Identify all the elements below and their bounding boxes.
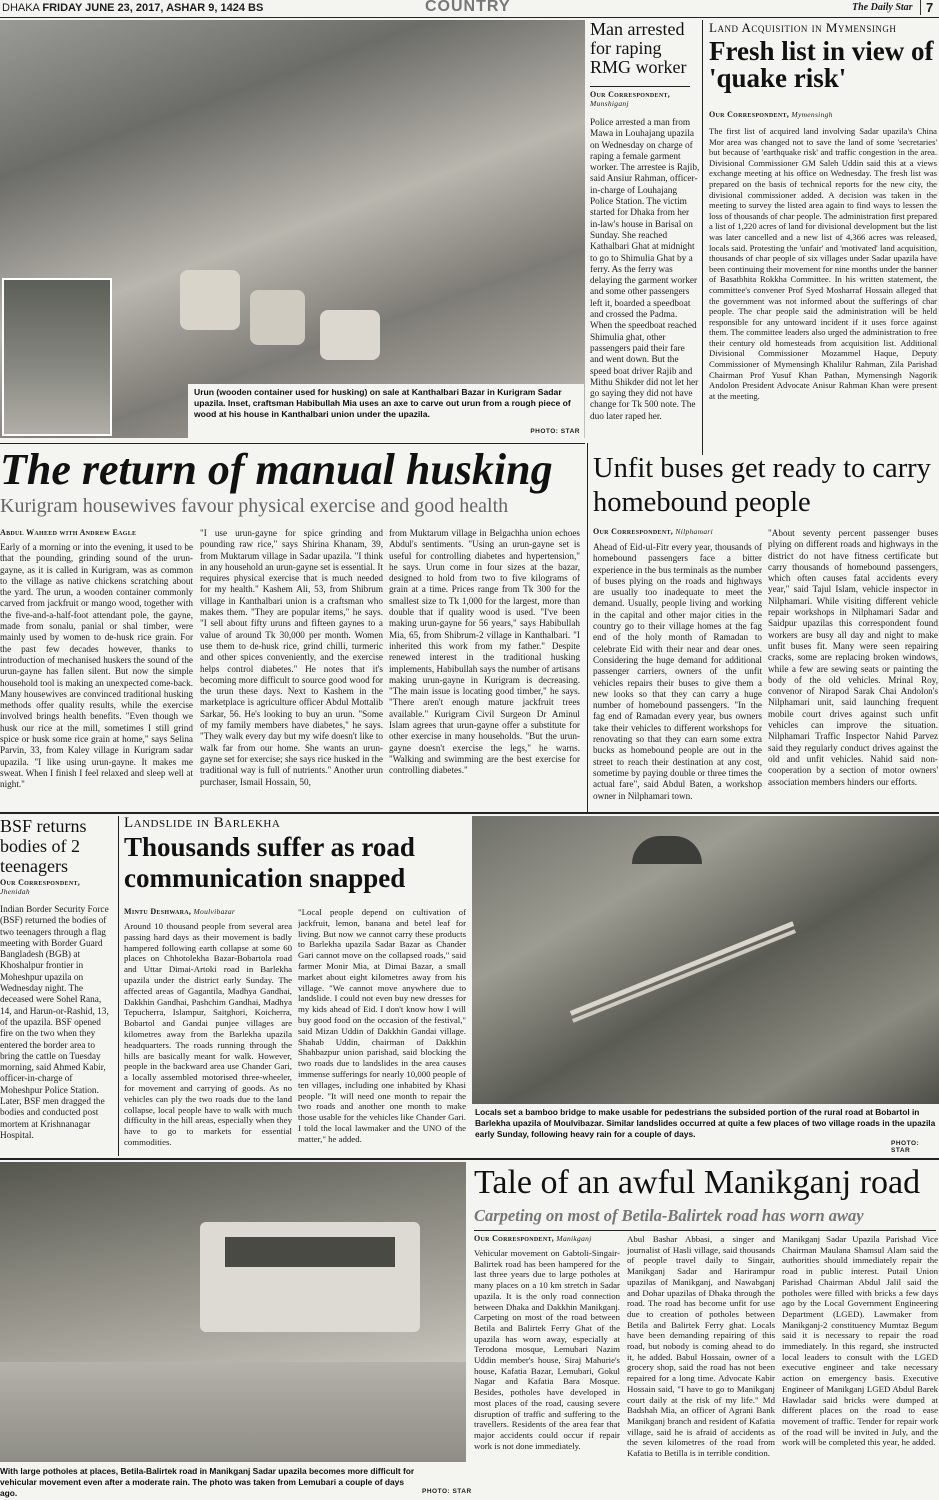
buses-byline-text: Our Correspondent,	[593, 527, 674, 536]
manikganj-photo	[0, 1162, 466, 1462]
manikganj-byline-text: Our Correspondent,	[474, 1234, 555, 1243]
buses-place: Nilphamari	[675, 527, 713, 536]
husking-byline: Abdul Waheed with Andrew Eagle	[0, 528, 137, 537]
quake-byline	[709, 110, 937, 119]
inset-photo	[2, 278, 112, 436]
landslide-credit: PHOTO: STAR	[891, 1140, 920, 1154]
rmg-byline-text: Our Correspondent,	[590, 90, 671, 99]
rmg-rule	[590, 86, 690, 87]
mid-rule	[0, 812, 939, 814]
umbrella-shape	[632, 836, 702, 864]
column-divider-3	[118, 816, 119, 1156]
buses-col1: Ahead of Eid-ul-Fitr every year, thousands of homebound passengers face a bitter experience in the bus terminals as the number of buses plying on the roads and highways are usually too inadequate to meet the demand. Usually, people living and working in the capital and other major cities in the country go to their village homes at the fag end of the holy month of Ramadan to celebrate Eid with their near and dear ones. Considering the huge demand for additional passenger carriers, owners of the unfit vehicles repairs their buses to give them a new looks so that they can carry a huge number of homebound passengers. "In the fag end of Ramadan every year, bus owners take their vehicles to different workshops for renovating so that they can earn some extra bucks as homebound people are out in the street to reach their destination at any cost, sometime by paying double or three times the actual fare", said Abdul Baten, a workshop owner in Nilphamari town.	[593, 542, 762, 801]
landslide-photo	[472, 816, 939, 1104]
urun-stack-shape	[180, 270, 240, 330]
husking-top-rule	[0, 443, 585, 444]
husking-caption-box	[188, 384, 584, 438]
column-divider-2	[587, 443, 588, 813]
manikganj-headline: Tale of an awful Manikganj road	[474, 1164, 921, 1201]
urun-stack-shape-2	[250, 290, 305, 345]
quake-body: The first list of acquired land involving Sadar upazila's China Mor area was changed not to save the land of some 'secretaries' but because of 'earthquake risk' and traffic congestion in the area. Divisional Commissioner GM Saleh Uddin said this at a views exchange meeting at his office on Wednesday. The fresh list was prepared on the basis of technical reports for the new city, the divisional commissioner added. A decision was taken in the meeting to survey the listed area again to find ways to lessen the loss of thousands of char people. The administration first prepared a list of 1,220 acres of land for divisional development but the list was later cancelled and a new list of 4,366 acres was released, locals said. Protesting the 'unfair' and 'motivated' land acquisition, thousands of char people of six villages under Sadar upazila have been continuing their movement for nine months under the banner of Basatbhita Rokkha Committee. In his written statement, the committee's convener Prof Syed Mosharraf Hossain alleged that the government was not informed about the sufferings of char people. The char people said the administration will be held responsible for any untoward incident if it uses force against them. The committee leaders also urged the administration to free their century old homesteads from acquisition list. Additional Divisional Commissioner Mozammel Haque, Deputy Commissioner of Mymensingh Khalilur Rahman, Zila Parishad Chairman Prof Yusuf Khan Pathan, Mymensingh Nagorik Andolon President Advocate Anisur Rahman Khan were present at the meeting.	[709, 126, 937, 401]
rmg-story	[590, 20, 700, 455]
page-header	[0, 0, 939, 18]
quake-kicker: Land Acquisition in Mymensingh	[709, 20, 897, 35]
manikganj-subhead: Carpeting on most of Betila-Balirtek road has worn away	[474, 1206, 864, 1225]
landslide-col2: "Local people depend on cultivation of jackfruit, lemon, banana and betel leaf for living. But now we cannot carry these products to Barlekha upazila Sadar Bazar as Chander Gari cannot move on the collapsed roads," said farmer Monir Mia, at Dimai Bazar, a small market about eight kilometres away from his village. "We cannot move anywhere due to landslide. I could not even buy new dresses for my kids ahead of Eid. I don't know how I will buy good food on the occasion of the festival," said Mizan Uddin of Dakkhin Gandai village. Shahab Uddin, chairman of Dakkhin Shahbazpur union parishad, said blocking the two roads due to landslides in the area causes immense sufferings for nearly 10,000 people of ten villages, including one inhabited by Khasi people. "It will need one month to repair the two roads and another one month to make those usable for the vehicles like Chander Gari. I told the local lawmaker and the UNO of the matter," he added.	[298, 907, 466, 1144]
rmg-byline	[590, 90, 700, 108]
husking-credit: PHOTO: STAR	[530, 428, 580, 435]
bsf-place: Jhenidah	[0, 887, 30, 896]
manikganj-col1: Vehicular movement on Gabtoli-Singair-Balirtek road has been hampered for the last three years due to large potholes at many places on a 10 km stretch in Sadar upazila. It is the only road connection between Dhaka and Dakkhin Manikganj. Carpeting on most of the road between Betila and Balirtek Ferry Ghat of the upazila has worn away, especially at Terodona mosque, Lemubari Nazim Uddin member's house, Siraj Mahurie's house, Kafatia Bazar, Lemubari, Gokul Nagar and Kafatia Bara Mosque. Besides, potholes have developed in most places of the road, causing severe disruption of traffic and suffering to the travellers. Residents of the area fear that major accidents could occur if repair work is not done immediately.	[474, 1248, 620, 1451]
manikganj-caption: With large potholes at places, Betila-Balirtek road in Manikganj Sadar upazila becomes more difficult for vehicular movement even after a moderate rain. The photo was taken from Lemubari a couple of days ago.	[0, 1466, 415, 1498]
issue-date: FRIDAY JUNE 23, 2017, ASHAR 9, 1424 BS	[42, 2, 264, 14]
bsf-body: Indian Border Security Force (BSF) returned the bodies of two teenagers through a flag meeting with Border Guard Bangladesh (BGB) at Khoshalpur frontier in Moheshpur upazila on Wednesday night. The deceased were Sohel Rana, 14, and Harun-or-Rashid, 13, of the upazila. BSF opened fire on the two when they entered the border area to bring the cattle on Tuesday morning, said Ahmed Kabir, officer-in-charge of Moheshpur Police Station. Later, BSF men dragged the bodies and conducted post mortem at Krishnanagar Hospital.	[0, 905, 109, 1141]
buses-col2: "About seventy percent passenger buses plying on different roads and highways in the district do not have fitness certificate but carry thousands of homebound passengers, which often causes fatal accidents every year," said Tajul Islam, vehicle inspector in Nilphamari. While visiting different vehicle repair workshops in Nilphamari Sadar and Saidpur upazilas this correspondent found workers are busy all day and night to make unfit buses fit. Many were seen repairing cracks, some are replacing broken windows, while a few are sewing seats or painting the body of the old vehicles. Mrinal Roy, convenor of Nirapod Sarak Chai Andolon's Nilphamari unit, said launching frequent mobile court drives against such unfit vehicles can improve the situation. Nilphamari Traffic Inspector Nahid Parvez said they regularly conduct drives against the old and unfit vehicles. Nahid said non-cooperation by a section of motor owners' association members hinders our efforts.	[768, 528, 938, 787]
husking-col2: "I use urun-gayne for spice grinding and pounding raw rice," says Shirina Khanam, 39, from Muktarum village in Sadar upazila. "I think in any household an urun-gayne set is essential. It requires physical exercise that is much needed for my health." Kashem Ali, 53, from Shibrum village in Kanthalbari union is a craftsman who makes them. "They are popular items," he says. "I sell about fifty uruns and fifteen gaynes to a value of around Tk 30,000 per month. Women use them to de-husk rice, grind chilli, turmeric and other spices conveniently, and the exercise helps control diabetes." He notes that it's becoming more difficult to source good wood for the urun these days. Next to Kashem in the marketplace is agriculture officer Abdul Mottalib Sarkar, 56. He's looking to buy an urun. "Some of my family members have diabetes," he says. "They walk every day but my wife doesn't like to walk far from our home. She wants an urun-gayne set for exercise; she says rice husked in the traditional way is full of nutrients." Another urun purchaser, Ismail Hossain, 50,	[200, 528, 383, 787]
manikganj-col2: Abul Bashar Abbasi, a singer and journalist of Hasli village, said thousands of people travel daily to Singair, Manikganj Sadar and Harirampur upazilas of Manikganj, and Nawabganj and Dohar upazilas of Dhaka through the road. The road has become unfit for use due to creation of potholes between Betila and Balirtek Ferry ghat. Locals have been demanding repairing of this road, but nobody is coming ahead to do it, he added. Babul Hossain, owner of a grocery shop, said the road has not been repaired for a long time. Advocate Kabir Hossain said, "I have to go to Manikganj court daily at the risk of my life." Md Badshah Mia, an officer of Agrani Bank Manikganj branch and resident of Kafatia village, said he is afraid of accidents as the seven kilometres of the road from Kafatia to Betilla is in terrible condition.	[627, 1234, 775, 1459]
bottom-rule	[0, 1158, 939, 1160]
masthead-logo: The Daily Star	[852, 2, 913, 13]
bamboo-bridge-shape-2	[572, 929, 796, 1023]
husking-photo	[0, 20, 585, 438]
husking-col1: Early of a morning or into the evening, it used to be that the pounding, grinding sound of the urun-gayne, as it is called in Kurigram, was as common to the village as native chickens scratching about the yard. The urun, a wooden container commonly carved from jackfruit or mango wood, together with the five-and-a-half-foot attendant pole, the gayne, made from sonalu, panial or shal timber, were mainly used by women to de-husk rice grain. For the past few decades however, thanks to introduction of mechanised huskers the sound of the urun-gayne has fallen silent. But now the simple household tool is making an unexpected come-back. Many housewives are convinced traditional husking methods offer quality results, while the exercise involved brings health benefits. "Even though we husk our rice at the mill, sometimes I still grind spice or husk some rice grain at home," says Selina Parvin, 33, from Kaley village in Kurigram sadar upazila. "I like using urun-gayne. It makes me sweat. When I finish I feel relaxed and sleep well at night."	[0, 542, 193, 790]
quake-place: Mymensingh	[791, 110, 833, 119]
landslide-kicker: Landslide in Barlekha	[124, 815, 281, 831]
manikganj-byline	[474, 1234, 624, 1243]
bamboo-bridge-shape	[570, 921, 794, 1016]
bus-window-shape	[225, 1237, 395, 1267]
landslide-byline	[124, 907, 294, 916]
urun-stack-shape-3	[320, 310, 380, 360]
manikganj-sub-rule	[474, 1230, 936, 1231]
bsf-byline-text: Our Correspondent,	[0, 878, 81, 887]
manikganj-credit: PHOTO: STAR	[422, 1488, 472, 1495]
rmg-place: Munshiganj	[590, 99, 629, 108]
header-rule	[0, 17, 939, 18]
bsf-story	[0, 816, 115, 1166]
landslide-caption: Locals set a bamboo bridge to make usable for pedestrians the subsided portion of the rural road at Bobartol in Barlekha upazila of Moulvibazar. Similar landslides occurred at quite a few places of two village roads in the upazila early Sunday, following heavy rain for a couple of days.	[475, 1107, 936, 1139]
rmg-body: Police arrested a man from Mawa in Louhajang upazila on Wednesday on charge of raping a female garment worker. The arrestee is Rajib, said Ansiur Rahman, officer-in-charge of Louhajang Police Station. The victim started for Dhaka from her in-law's house in Barisal on Sunday. She reached Kathalbari Ghat at midnight to go to Shimulia Ghat by a ferry. As the ferry was delaying the garment worker and some other passengers left it, boarded a speedboat and crossed the Padma. When the speedboat reached Shimulia ghat, other passengers paid their fare and went down. But the speed boat driver Rajib and Mithu Shikder did not let her go saying they did not have change for Tk 500 note. The duo later raped her.	[590, 118, 700, 422]
quake-headline: Fresh list in view of 'quake risk'	[709, 36, 934, 93]
husking-caption: Urun (wooden container used for husking) on sale at Kanthalbari Bazar in Kurigram Sadar upazila. Inset, craftsman Habibullah Mia uses an axe to carve out urun from a rough piece of wood at his house in Kanthalbari union under the upazila.	[194, 387, 571, 419]
page-number: 7	[920, 0, 933, 15]
column-divider-1	[702, 20, 703, 455]
landslide-place: Moulvibazar	[193, 907, 236, 916]
bsf-headline: BSF returns bodies of 2 teenagers	[0, 816, 87, 876]
landslide-byline-text: Mintu Deshwara,	[124, 907, 192, 916]
landslide-col1: Around 10 thousand people from several area passing hard days as their movement is badly hampered following earth collapse at some 60 places on Chhotolekha Bazar-Bobartola road and Uttar Dimai-Artoki road in Barlekha upazila under the district early Sunday. The affected areas of Gagantila, Madhya Gandhai, Dakkhin Gandhai, Pashchim Gandhai, Madhya Tepucherra, Islampur, Saitghori, Koicherra, Bobartol and Gandai punjee villages are kilometres away from the Barlekha upazila headquarters. The roads running through the hills are basically meant for walk. However, people in the backward area use Chander Gari, a locally assembled motorised three-wheeler, for movement and carrying of goods. As no vehicles can ply the two roads due to the land collapse, local people have to walk with much difficulty in the hill areas, especially when they have to go to markets for essential commodities.	[124, 921, 292, 1147]
quake-story	[709, 20, 937, 455]
landslide-headline: Thousands suffer as road communication snapped	[124, 832, 415, 893]
quake-byline-text: Our Correspondent,	[709, 110, 790, 119]
manikganj-place: Manikganj	[556, 1234, 592, 1243]
bsf-byline	[0, 878, 115, 896]
buses-headline: Unfit buses get ready to carry homebound people	[593, 453, 931, 518]
rmg-headline: Man arrested for raping RMG worker	[590, 19, 687, 77]
husking-headline: The return of manual husking	[0, 445, 553, 494]
husking-subhead: Kurigram housewives favour physical exercise and good health	[0, 495, 509, 517]
husking-col3: from Muktarum village in Belgachha union echoes Abdul's sentiments. "Using an urun-gayne set is useful for controlling diabetes and hypertension," he says. Urun come in four sizes at the bazar, designed to hold from two to five kilograms of grain at a time. Prices range from Tk 300 for the smallest size to Tk 1,000 for the largest, more than double that if quality wood is used. "I've been making urun-gayne for 56 years," says Habibullah Mia, 65, from Shibrum-2 village in Kanthalbari. "I inherited this work from my father." Despite renewed interest in the traditional husking implements, Habibullah says the number of artisans making urun-gayne in Kurigram is decreasing. "The main issue is locating good timber," he says. "There aren't enough mature jackfruit trees available." Kurigram Civil Surgeon Dr Aminul Islam agrees that urun-gayne offer a substitute for other exercise in many households. "But the urun-gayne doesn't exercise the legs," he warns. "Walking and swimming are the best exercise for controlling diabetes."	[389, 528, 580, 776]
buses-byline	[593, 527, 763, 536]
water-shape	[0, 1362, 466, 1462]
dateline: DHAKA	[2, 2, 40, 14]
section-title: COUNTRY	[425, 0, 511, 15]
manikganj-col3: Manikganj Sadar Upazila Parishad Vice Chairman Maulana Shamsul Alam said the authorities should immediately repair the road in public interest. Putail Union Parishad Chairman Abdul Jalil said the potholes were filled with bricks a few days ago by the Local Government Engineering Department (LGED). Lawmaker from Manikganj-2 constituency Mumtaz Begum said it is necessary to repair the road immediately. In this regard, she instructed local leaders to consult with the LGED executive engineer and take necessary action on emergency basis. Executive Engineer of Manikganj LGED Abdul Barek Hawladar said bricks were dumped at different places on the road to ease movement of traffic. Tender for repair work of the road will be invited in July, and the work will be completed this year, he added.	[782, 1234, 938, 1448]
